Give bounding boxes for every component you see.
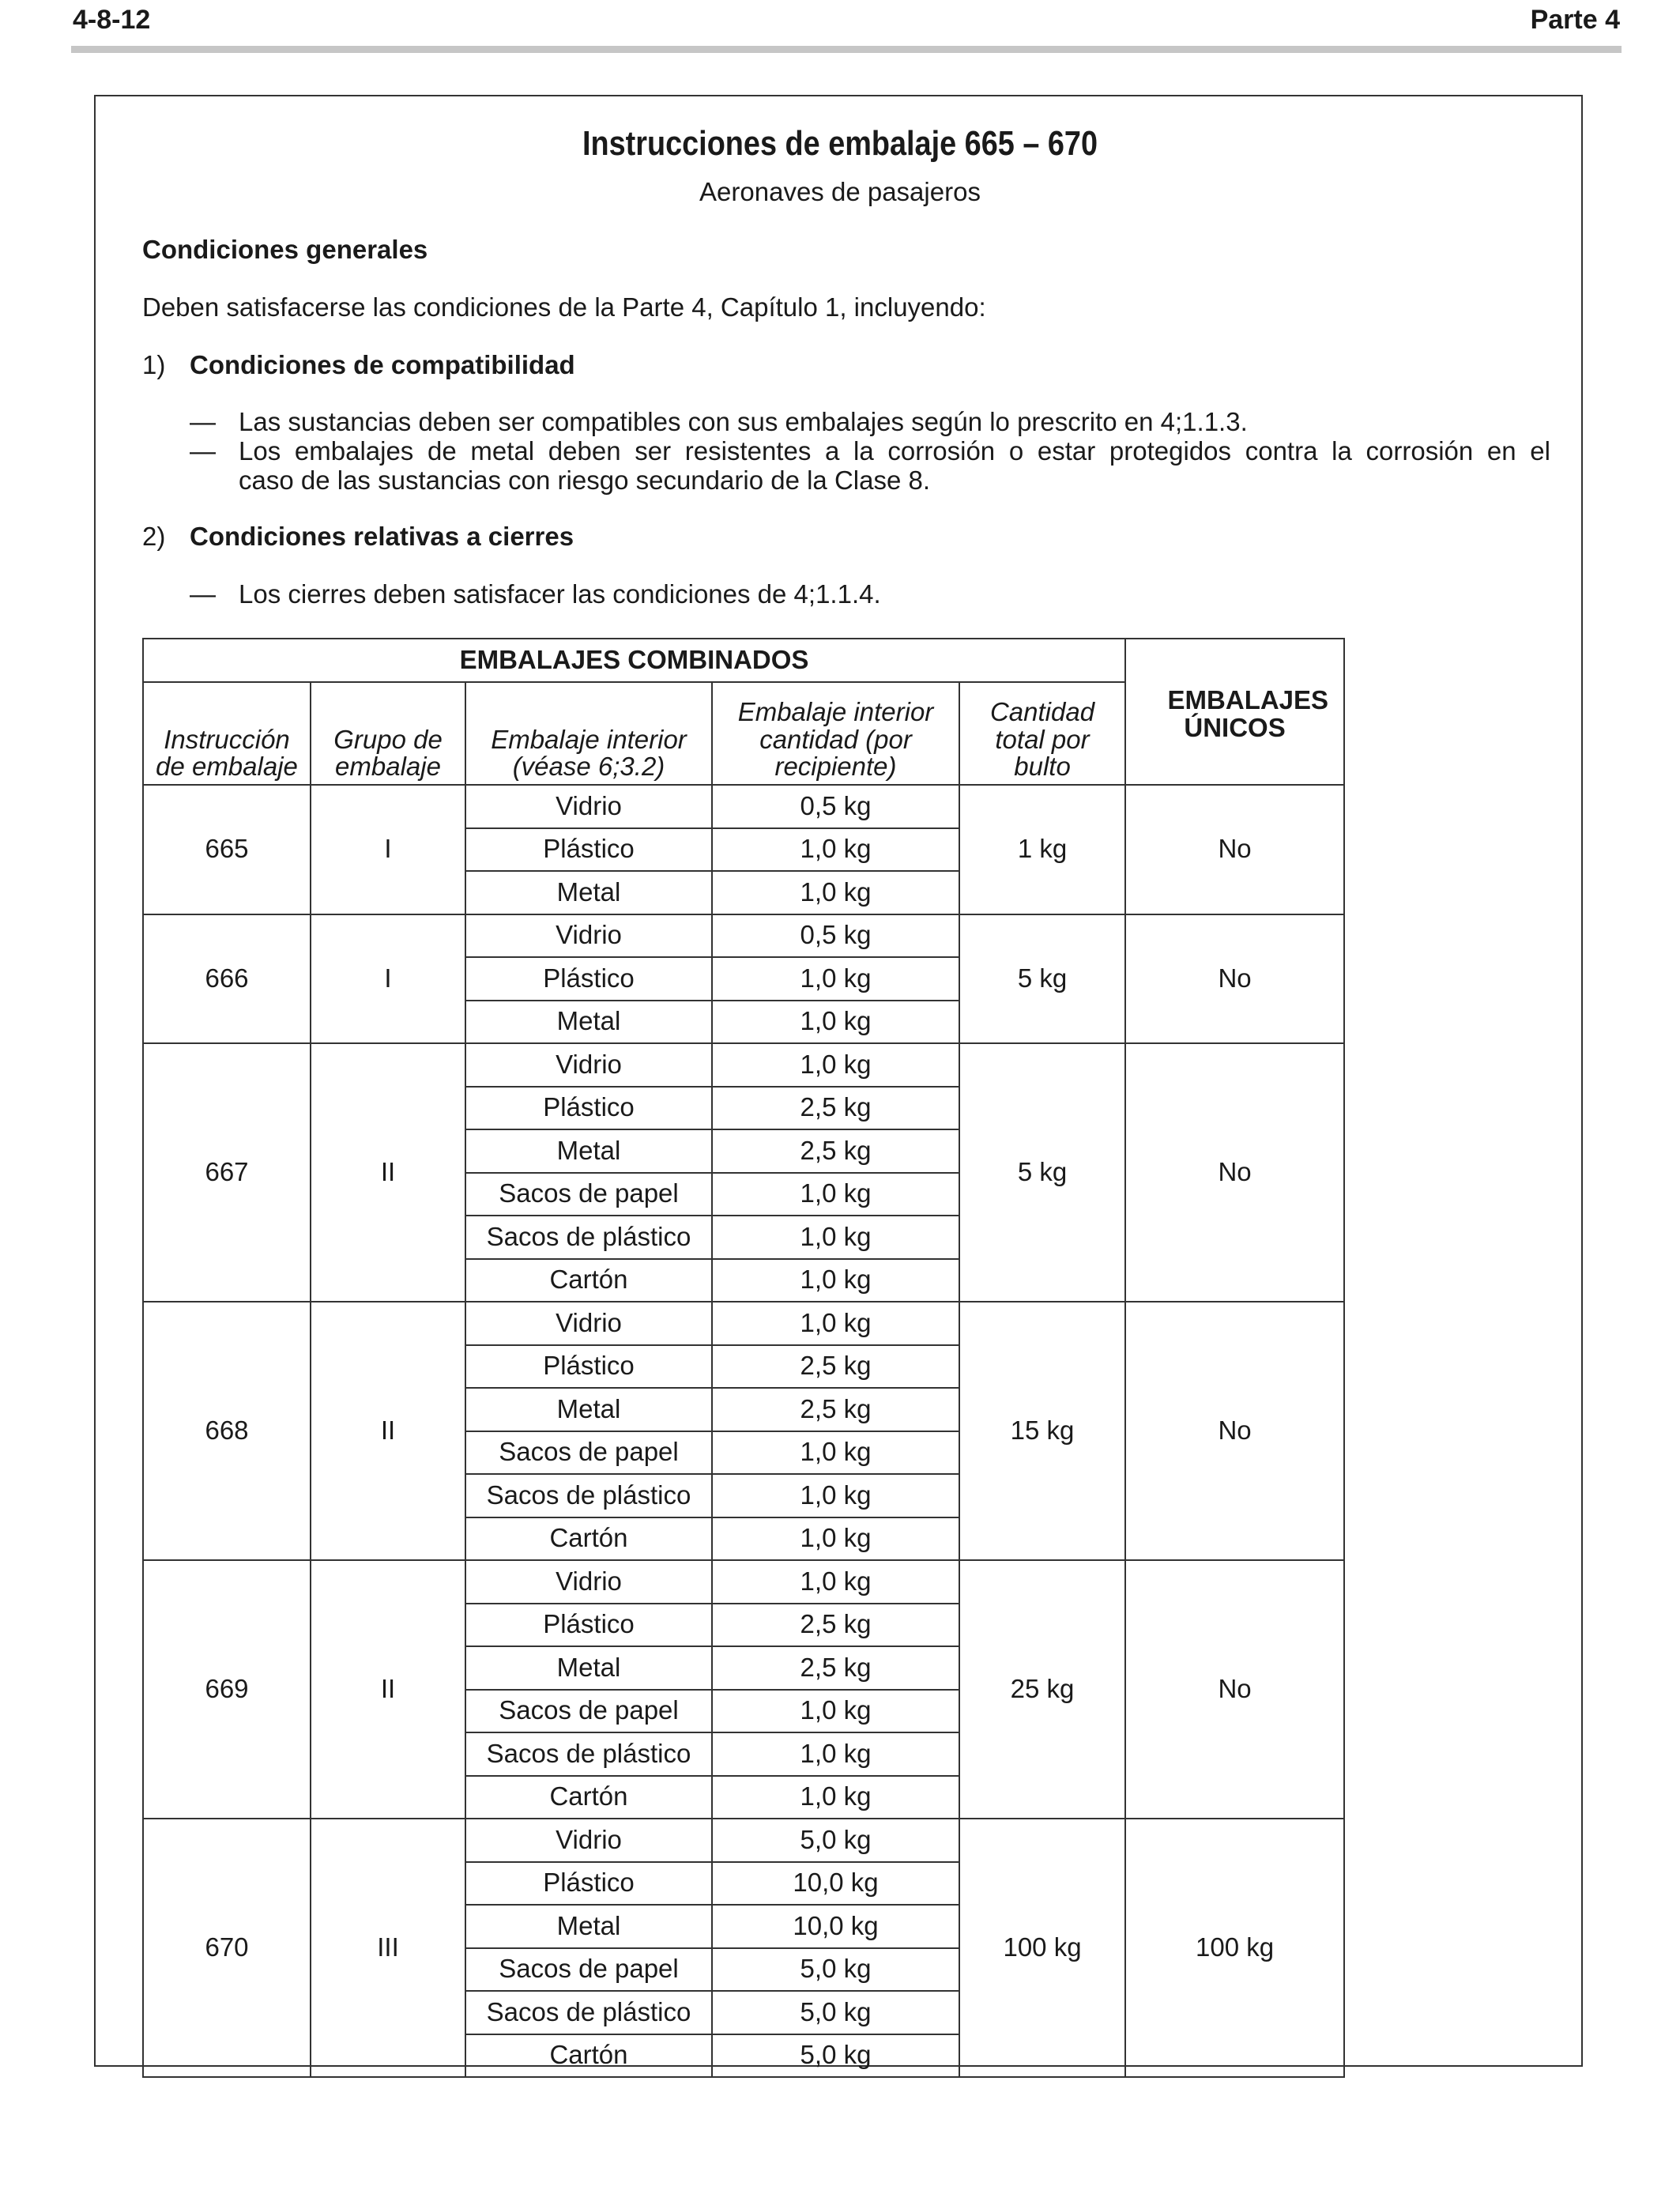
packing-group-cell: I	[311, 785, 465, 914]
inner-quantity-cell: 5,0 kg	[712, 1991, 959, 2034]
inner-quantity-cell: 10,0 kg	[712, 1862, 959, 1906]
bullet-dash: —	[190, 436, 216, 466]
inner-packaging-cell: Vidrio	[465, 1302, 712, 1345]
table-row	[143, 1560, 1344, 1604]
inner-quantity-cell: 1,0 kg	[712, 957, 959, 1001]
inner-packaging-cell: Sacos de plástico	[465, 1474, 712, 1517]
section-1-number: 1)	[142, 350, 166, 379]
inner-packaging-cell: Plástico	[465, 1087, 712, 1130]
inner-packaging-cell: Vidrio	[465, 1043, 712, 1087]
inner-quantity-cell: 1,0 kg	[712, 1732, 959, 1776]
inner-quantity-cell: 2,5 kg	[712, 1604, 959, 1647]
single-packaging-cell: No	[1125, 1043, 1344, 1302]
column-header: Embalaje interior cantidad (por recipiente)	[712, 682, 959, 785]
inner-packaging-cell: Plástico	[465, 1862, 712, 1906]
instruction-cell: 665	[143, 785, 311, 914]
inner-quantity-cell: 1,0 kg	[712, 871, 959, 914]
inner-packaging-cell: Metal	[465, 1905, 712, 1948]
inner-packaging-cell: Vidrio	[465, 914, 712, 958]
single-packaging-cell: No	[1125, 914, 1344, 1044]
total-quantity-cell: 5 kg	[959, 1043, 1125, 1302]
inner-packaging-cell: Sacos de papel	[465, 1173, 712, 1216]
inner-quantity-cell: 1,0 kg	[712, 1776, 959, 1819]
page-title: Instrucciones de embalaje 665 – 670	[582, 124, 1098, 163]
packing-group-cell: II	[311, 1302, 465, 1560]
inner-quantity-cell: 0,5 kg	[712, 914, 959, 958]
single-packaging-cell: No	[1125, 785, 1344, 914]
inner-quantity-cell: 1,0 kg	[712, 1690, 959, 1733]
packing-group-cell: II	[311, 1560, 465, 1819]
general-heading: Condiciones generales	[142, 235, 428, 264]
inner-packaging-cell: Vidrio	[465, 785, 712, 828]
inner-quantity-cell: 1,0 kg	[712, 828, 959, 872]
inner-quantity-cell: 2,5 kg	[712, 1087, 959, 1130]
inner-packaging-cell: Cartón	[465, 1517, 712, 1561]
total-quantity-cell: 1 kg	[959, 785, 1125, 914]
inner-quantity-cell: 1,0 kg	[712, 1043, 959, 1087]
instruction-cell: 666	[143, 914, 311, 1044]
inner-quantity-cell: 1,0 kg	[712, 1173, 959, 1216]
single-packaging-header: EMBALAJES ÚNICOS	[1125, 639, 1344, 785]
inner-packaging-cell: Vidrio	[465, 1819, 712, 1862]
inner-quantity-cell: 5,0 kg	[712, 1948, 959, 1992]
table-row	[143, 1819, 1344, 1862]
inner-quantity-cell: 2,5 kg	[712, 1345, 959, 1389]
table-row	[143, 1302, 1344, 1345]
inner-packaging-cell: Sacos de plástico	[465, 1216, 712, 1259]
inner-quantity-cell: 1,0 kg	[712, 1001, 959, 1044]
page-number: 4-8-12	[73, 5, 151, 35]
inner-packaging-cell: Sacos de plástico	[465, 1732, 712, 1776]
inner-quantity-cell: 1,0 kg	[712, 1560, 959, 1604]
total-quantity-cell: 15 kg	[959, 1302, 1125, 1560]
inner-quantity-cell: 2,5 kg	[712, 1129, 959, 1173]
inner-packaging-cell: Cartón	[465, 1259, 712, 1302]
instruction-cell: 670	[143, 1819, 311, 2077]
inner-quantity-cell: 1,0 kg	[712, 1474, 959, 1517]
general-intro: Deben satisfacerse las condiciones de la Parte 4, Capítulo 1, incluyendo:	[142, 292, 986, 322]
inner-packaging-cell: Metal	[465, 871, 712, 914]
inner-quantity-cell: 1,0 kg	[712, 1216, 959, 1259]
inner-quantity-cell: 2,5 kg	[712, 1388, 959, 1431]
inner-quantity-cell: 10,0 kg	[712, 1905, 959, 1948]
inner-quantity-cell: 1,0 kg	[712, 1302, 959, 1345]
section-2-number: 2)	[142, 522, 166, 551]
table-row	[143, 1043, 1344, 1087]
inner-quantity-cell: 1,0 kg	[712, 1517, 959, 1561]
inner-packaging-cell: Cartón	[465, 1776, 712, 1819]
inner-packaging-cell: Sacos de papel	[465, 1431, 712, 1475]
bullet-dash: —	[190, 407, 216, 436]
column-header: Cantidad total por bulto	[959, 682, 1125, 785]
column-header: Grupo de embalaje	[311, 682, 465, 785]
total-quantity-cell: 5 kg	[959, 914, 1125, 1044]
single-packaging-cell: No	[1125, 1560, 1344, 1819]
column-header: Embalaje interior (véase 6;3.2)	[465, 682, 712, 785]
inner-packaging-cell: Sacos de papel	[465, 1948, 712, 1992]
inner-packaging-cell: Metal	[465, 1388, 712, 1431]
table-row	[143, 785, 1344, 828]
packing-table	[142, 638, 1345, 2078]
inner-packaging-cell: Metal	[465, 1001, 712, 1044]
inner-packaging-cell: Sacos de plástico	[465, 1991, 712, 2034]
single-packaging-cell: 100 kg	[1125, 1819, 1344, 2077]
packing-group-cell: III	[311, 1819, 465, 2077]
table-row	[143, 914, 1344, 958]
inner-packaging-cell: Metal	[465, 1646, 712, 1690]
inner-packaging-cell: Plástico	[465, 828, 712, 872]
column-header: Instrucción de embalaje	[143, 682, 311, 785]
bullet-dash: —	[190, 579, 216, 609]
inner-packaging-cell: Cartón	[465, 2034, 712, 2078]
combined-packaging-header: EMBALAJES COMBINADOS	[143, 639, 1125, 682]
inner-quantity-cell: 1,0 kg	[712, 1259, 959, 1302]
single-packaging-cell: No	[1125, 1302, 1344, 1560]
inner-packaging-cell: Plástico	[465, 1345, 712, 1389]
packing-group-cell: I	[311, 914, 465, 1044]
header-rule	[71, 46, 1622, 53]
inner-packaging-cell: Plástico	[465, 1604, 712, 1647]
inner-quantity-cell: 1,0 kg	[712, 1431, 959, 1475]
inner-quantity-cell: 2,5 kg	[712, 1646, 959, 1690]
inner-quantity-cell: 0,5 kg	[712, 785, 959, 828]
packing-group-cell: II	[311, 1043, 465, 1302]
inner-packaging-cell: Sacos de papel	[465, 1690, 712, 1733]
inner-packaging-cell: Vidrio	[465, 1560, 712, 1604]
part-label: Parte 4	[1530, 5, 1620, 35]
instruction-cell: 669	[143, 1560, 311, 1819]
inner-quantity-cell: 5,0 kg	[712, 1819, 959, 1862]
section-1-title: Condiciones de compatibilidad	[190, 350, 575, 379]
instruction-cell: 668	[143, 1302, 311, 1560]
bullet-1-text: Las sustancias deben ser compatibles con sus embalajes según lo prescrito en 4;1.1.3.	[239, 407, 1248, 436]
instruction-cell: 667	[143, 1043, 311, 1302]
inner-packaging-cell: Metal	[465, 1129, 712, 1173]
inner-quantity-cell: 5,0 kg	[712, 2034, 959, 2078]
page-subtitle: Aeronaves de pasajeros	[699, 177, 981, 206]
bullet-3-text: Los cierres deben satisfacer las condiciones de 4;1.1.4.	[239, 579, 881, 609]
bullet-2-text: Los embalajes de metal deben ser resistentes a la corrosión o estar protegidos contra la corrosión en el	[239, 436, 1550, 466]
total-quantity-cell: 25 kg	[959, 1560, 1125, 1819]
inner-packaging-cell: Plástico	[465, 957, 712, 1001]
total-quantity-cell: 100 kg	[959, 1819, 1125, 2077]
section-2-title: Condiciones relativas a cierres	[190, 522, 574, 551]
bullet-2-continuation: caso de las sustancias con riesgo secundario de la Clase 8.	[239, 466, 930, 495]
